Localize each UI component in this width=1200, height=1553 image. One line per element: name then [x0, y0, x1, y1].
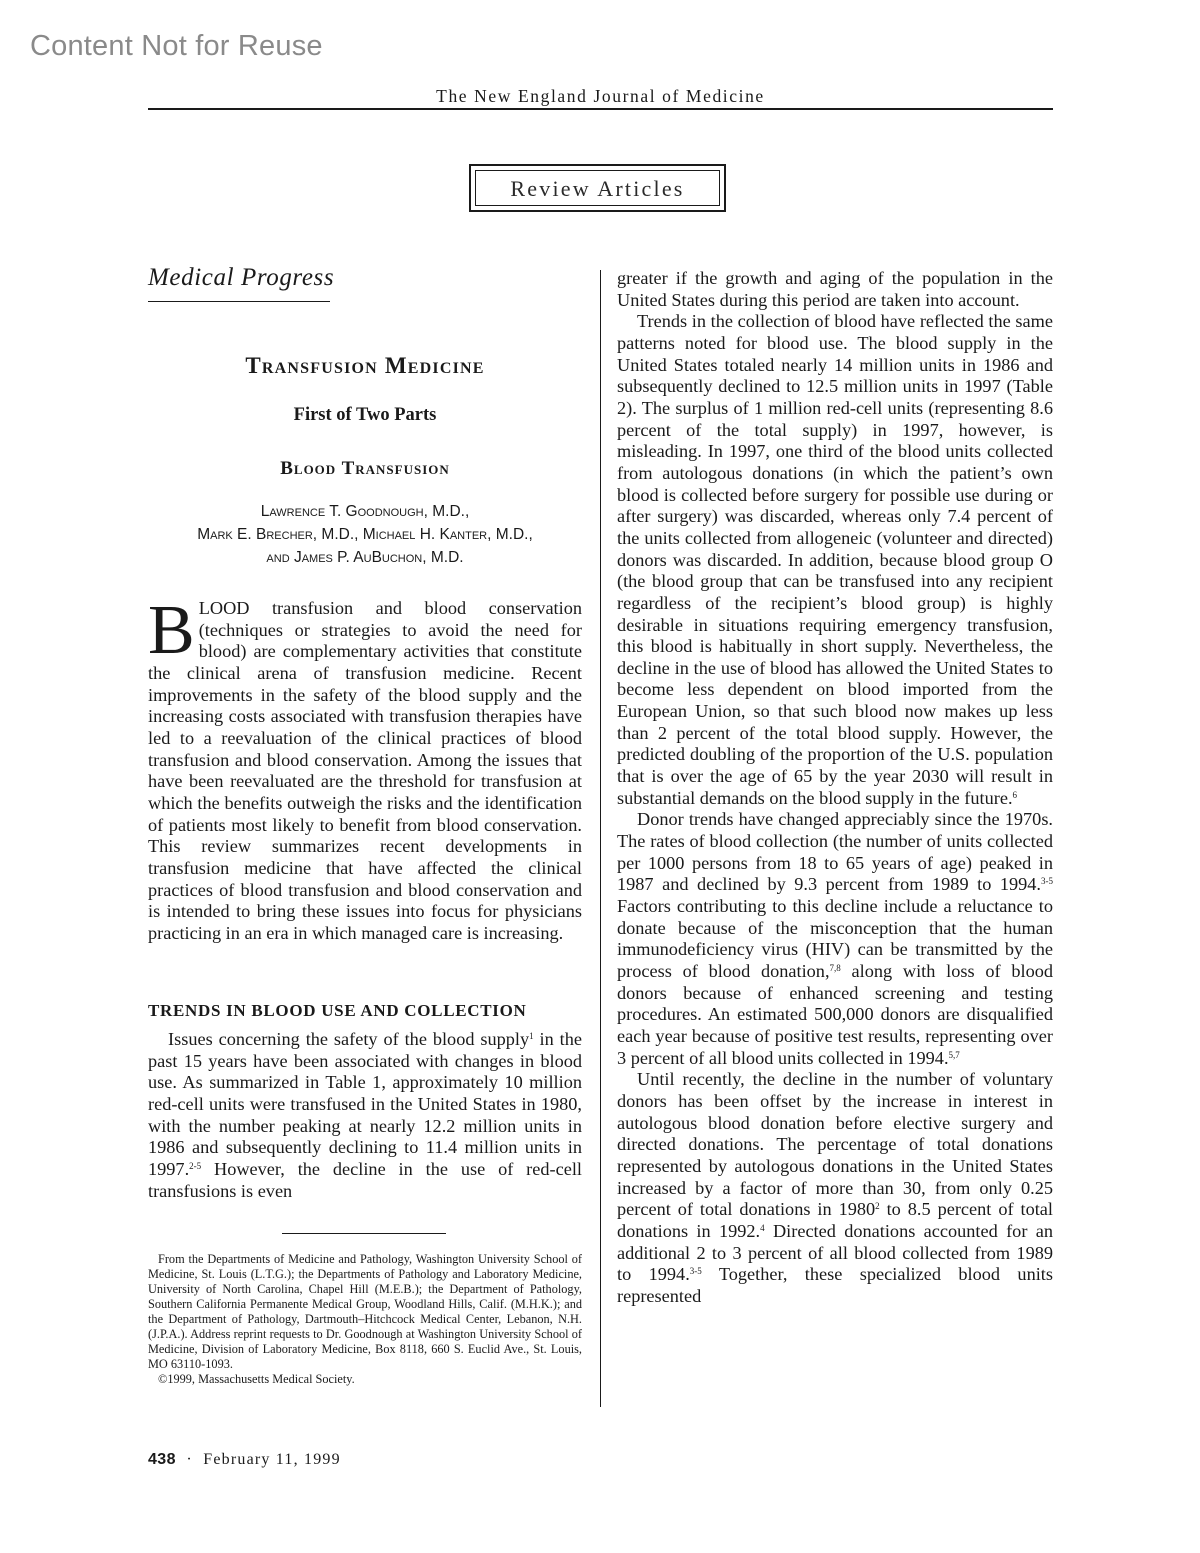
author-line: and James P. AuBuchon, M.D. [266, 549, 464, 566]
reference-link[interactable]: 2-5 [189, 1160, 202, 1171]
body-text: Trends in the collection of blood have reflected the same patterns noted for blood use. The blood supply in the United States totaled nearly 14 million units in 1986 and subsequently declined to 12.5 million units in 1997 (Table 2). The surplus of 1 million red-cell units (representing 8.6 percent of the total supply) in 1997, however, is misleading. In 1997, one third of the blood units collected from autologous donations (in which the patient’s own blood is collected before surgery for possible use during or after surgery) was discarded, whereas only 7.4 percent of the units collected from allogeneic (volunteer and directed) donors was discarded. In addition, because blood group O (the blood group that can be transfused into any recipient regardless of the recipient’s blood group) is highly desirable in situations requiring emergency transfusion, this blood is habitually in short supply. Nevertheless, the decline in the use of blood has allowed the United States to become less dependent on blood imported from the European Union, so that such blood now makes up less than 2 percent of the total blood supply. However, the predicted doubling of the proportion of the U.S. population that is over the age of 65 by the year 2030 will result in substantial demands on the blood supply in the future. [617, 311, 1053, 808]
column-divider [600, 270, 601, 1407]
reference-link[interactable]: 1 [529, 1031, 534, 1041]
issue-date: February 11, 1999 [203, 1451, 341, 1468]
body-paragraph [617, 1069, 1053, 1307]
body-paragraph [617, 809, 1053, 1069]
review-articles-box [469, 164, 726, 212]
body-text: in the past 15 years have been associated with changes in blood use. As summarized in Table 1, approximately 10 million red-cell units were transfused in the United States in 1980, with the number peaking at nearly 12.2 million units in 1986 and subsequently declining to 11.4 million units in 1997. [148, 1029, 582, 1179]
body-paragraph: greater if the growth and aging of the population in the United States during this period are taken into account. [617, 268, 1053, 310]
affiliations-text: From the Departments of Medicine and Pathology, Washington University School of Medicine, St. Louis (L.T.G.); the Departments of Pathology and Laboratory Medicine, University of North Carolina, Chapel Hill (M.E.B.); the Department of Pathology, Southern California Permanente Medical Group, Woodland Hills, Calif. (M.H.K.); and the Department of Pathology, Dartmouth–Hitchcock Medical Center, Lebanon, N.H. (J.P.A.). Address reprint requests to Dr. Goodnough at Washington University School of Medicine, Division of Laboratory Medicine, Box 8118, 660 S. Euclid Ave., St. Louis, MO 63110-1093. [148, 1252, 582, 1371]
reference-link[interactable]: 5,7 [948, 1049, 960, 1060]
affiliation-footnote [148, 1252, 582, 1387]
section-heading: TRENDS IN BLOOD USE AND COLLECTION [148, 1001, 527, 1020]
body-text: Directed donations accounted for an additional 2 to 3 percent of all blood collected from 1989 to 1994. [617, 1220, 1053, 1285]
body-text: Donor trends have changed appreciably since the 1970s. The rates of blood collection (the number of units collected per 1000 persons from 18 to 65 years of age) peaked in 1987 and declined by 9.3 percent from 1989 to 1994. [617, 809, 1053, 895]
lead-in: LOOD [198, 598, 250, 618]
body-text: Until recently, the decline in the number of voluntary donors has been offset by the increase in interest in autologous blood donation before elective surgery and directed donations. The percentage of total donations represented by autologous donations in the United States increased by a factor of more than 30, from only 0.25 percent of total donations in 1980 [617, 1069, 1053, 1220]
body-text: However, the decline in the use of red-cell transfusions is even [148, 1158, 582, 1201]
page-number: 438 [148, 1451, 176, 1468]
author-line: Mark E. Brecher, M.D., Michael H. Kanter, M.D., [197, 526, 533, 543]
reference-link[interactable]: 3-5 [689, 1266, 702, 1277]
header-rule [148, 108, 1053, 110]
footnote-rule [282, 1233, 446, 1234]
section-label-rule [148, 301, 330, 302]
body-text: to 8.5 percent of total donations in 1992. [617, 1199, 1053, 1241]
footer-separator: · [186, 1451, 193, 1468]
reference-link[interactable]: 4 [760, 1222, 765, 1233]
trends-paragraph [148, 1029, 582, 1202]
body-text: Issues concerning the safety of the blood supply [168, 1029, 530, 1049]
article-subtitle: First of Two Parts [293, 405, 437, 425]
review-articles-label: Review Articles [475, 170, 720, 206]
reference-link[interactable]: 2 [875, 1201, 880, 1212]
intro-text: transfusion and blood conservation (techniques or strategies to avoid the need for blood) are complementary activities that constitute the clinical arena of transfusion medicine. Recent improvements in the safety of the blood supply and the increasing costs associated with transfusion therapies have led to a reevaluation of the clinical practices of blood transfusion and blood conservation. Among the issues that have been reevaluated are the threshold for transfusion at which the benefits outweigh the risks and the identification of patients most likely to benefit from blood conservation. This review summarizes recent developments in transfusion medicine that have affected the clinical practices of blood transfusion and blood conservation and is intended to bring these issues into focus for physicians practicing in an era in which managed care is increasing. [148, 598, 582, 943]
reference-link[interactable]: 3-5 [1041, 876, 1053, 887]
author-line: Lawrence T. Goodnough, M.D., [260, 503, 470, 520]
right-column [617, 268, 1053, 1308]
body-paragraph [617, 311, 1053, 809]
drop-cap: B [148, 592, 195, 669]
reference-link[interactable]: 6 [1012, 789, 1018, 800]
copyright-text: ©1999, Massachusetts Medical Society. [158, 1372, 355, 1386]
body-text: Factors contributing to this decline include a reluctance to donate because of the misconception that the human immunodeficiency virus (HIV) can be transmitted by the process of blood donation, [617, 896, 1053, 981]
page-footer [148, 1451, 341, 1469]
body-text: along with loss of blood donors because of enhanced screening and testing procedures. An estimated 500,000 donors are disqualified each year because of positive test results, representing over 3 percent of all blood units collected in 1994. [617, 961, 1053, 1068]
intro-paragraph [148, 592, 582, 945]
author-list [148, 500, 582, 569]
article-title: Transfusion Medicine [245, 353, 485, 378]
watermark: Content Not for Reuse [30, 30, 323, 62]
reference-link[interactable]: 7,8 [829, 963, 841, 973]
body-text: Together, these specialized blood units represented [617, 1264, 1053, 1306]
section-label: Medical Progress [148, 264, 335, 291]
journal-running-head: The New England Journal of Medicine [436, 86, 765, 106]
part-title: Blood Transfusion [280, 458, 450, 479]
